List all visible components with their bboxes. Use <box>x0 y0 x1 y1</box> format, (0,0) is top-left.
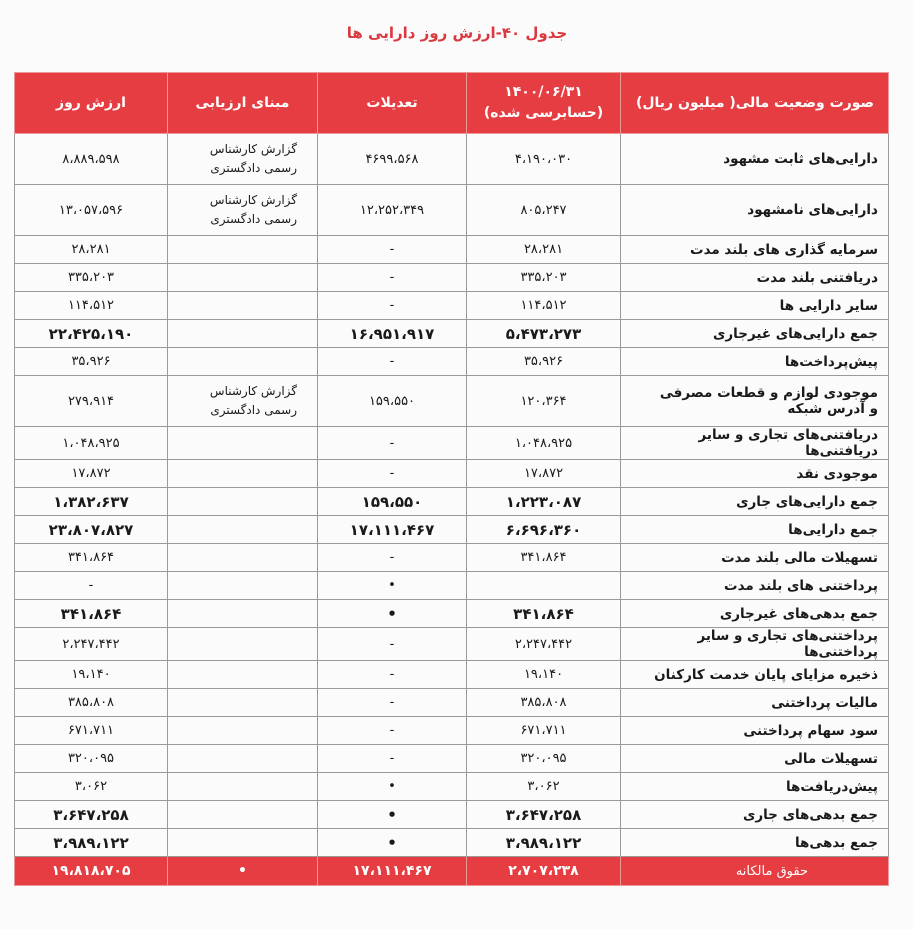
row-label: سایر دارایی ها <box>621 292 889 320</box>
row-label: جمع دارایی‌های جاری <box>621 488 889 516</box>
adjustment-cell: - <box>318 661 467 689</box>
book-value-cell: ۳،۰۶۲ <box>467 773 621 801</box>
basis-line1: گزارش کارشناس <box>209 142 297 157</box>
book-value-cell: ۳۲۰،۰۹۵ <box>467 745 621 773</box>
row-label: دریافتنی‌های تجاری و سایر دریافتنی‌ها <box>621 427 889 460</box>
fair-value-cell: - <box>15 572 168 600</box>
adjustment-cell: ۱۲،۲۵۲،۳۴۹ <box>318 185 467 236</box>
table-caption: جدول ۴۰-ارزش روز دارایی ها <box>346 24 568 42</box>
adjustment-cell: • <box>318 600 467 628</box>
basis-cell <box>168 236 318 264</box>
basis-cell <box>168 134 318 185</box>
book-value-cell: ۳۴۱،۸۶۴ <box>467 544 621 572</box>
fair-value-cell: ۲۲،۴۲۵،۱۹۰ <box>15 320 168 348</box>
fair-value-cell: ۲۸،۲۸۱ <box>15 236 168 264</box>
basis-cell <box>168 348 318 376</box>
book-value-cell: ۲،۲۴۷،۴۴۲ <box>467 628 621 661</box>
basis-cell <box>168 376 318 427</box>
table-row <box>15 185 889 236</box>
basis-line2: رسمی دادگستری <box>210 212 297 226</box>
header-item: صورت وضعیت مالی( میلیون ریال) <box>621 73 889 134</box>
equity-row <box>15 857 889 886</box>
adjustment-cell: - <box>318 717 467 745</box>
table-row <box>15 829 889 857</box>
basis-cell <box>168 829 318 857</box>
book-value-cell: ۳۴۱،۸۶۴ <box>467 600 621 628</box>
fair-value-cell: ۳۳۵،۲۰۳ <box>15 264 168 292</box>
row-label: ذخیره مزایای پایان خدمت کارکنان <box>621 661 889 689</box>
fair-value-table <box>14 72 889 886</box>
basis-cell <box>168 745 318 773</box>
book-value-cell: ۳۸۵،۸۰۸ <box>467 689 621 717</box>
table-row <box>15 134 889 185</box>
fair-value-cell: ۳۴۱،۸۶۴ <box>15 600 168 628</box>
table-row <box>15 717 889 745</box>
table-row <box>15 427 889 460</box>
adjustment-cell: • <box>318 801 467 829</box>
fair-value-cell: ۱۷،۸۷۲ <box>15 460 168 488</box>
adjustment-cell: - <box>318 427 467 460</box>
table-row <box>15 544 889 572</box>
adjustment-cell: • <box>318 572 467 600</box>
adjustment-cell: • <box>318 773 467 801</box>
header-book-value <box>467 73 621 134</box>
adjustment-cell: - <box>318 348 467 376</box>
row-label: تسهیلات مالی بلند مدت <box>621 544 889 572</box>
basis-cell <box>168 801 318 829</box>
row-label: جمع بدهی‌ها <box>621 829 889 857</box>
row-label: دارایی‌های ثابت مشهود <box>621 134 889 185</box>
basis-cell <box>168 600 318 628</box>
row-label: جمع بدهی‌های غیرجاری <box>621 600 889 628</box>
header-audited: (حسابرسی شده) <box>483 105 604 121</box>
basis-cell <box>168 264 318 292</box>
adjustment-cell: - <box>318 689 467 717</box>
table-row <box>15 773 889 801</box>
book-value-cell: ۸۰۵،۲۴۷ <box>467 185 621 236</box>
fair-value-cell: ۲،۲۴۷،۴۴۲ <box>15 628 168 661</box>
table-row <box>15 801 889 829</box>
table-row <box>15 236 889 264</box>
fair-value-cell: ۲۳،۸۰۷،۸۲۷ <box>15 516 168 544</box>
table-row <box>15 600 889 628</box>
book-value-cell: ۶۷۱،۷۱۱ <box>467 717 621 745</box>
basis-line1: گزارش کارشناس <box>209 384 297 399</box>
basis-cell <box>168 628 318 661</box>
adjustment-cell: - <box>318 544 467 572</box>
table-row <box>15 745 889 773</box>
adjustment-cell: ۱۶،۹۵۱،۹۱۷ <box>318 320 467 348</box>
row-label-line1: موجودی لوازم و قطعات مصرفی <box>659 385 878 401</box>
fair-value-cell: ۲۷۹،۹۱۴ <box>15 376 168 427</box>
header-row <box>15 73 889 134</box>
header-date: ۱۴۰۰/۰۶/۳۱ <box>504 84 583 100</box>
book-value-cell: ۱،۰۴۸،۹۲۵ <box>467 427 621 460</box>
table-row <box>15 488 889 516</box>
adjustment-cell: - <box>318 236 467 264</box>
row-label: جمع دارایی‌های غیرجاری <box>621 320 889 348</box>
fair-value-cell: ۱،۰۴۸،۹۲۵ <box>15 427 168 460</box>
fair-value-cell: ۳۵،۹۲۶ <box>15 348 168 376</box>
adjustment-cell: ۴۶۹۹،۵۶۸ <box>318 134 467 185</box>
header-adjustments: تعدیلات <box>318 73 467 134</box>
row-label: موجودی نقد <box>621 460 889 488</box>
row-label: سرمایه گذاری های بلند مدت <box>621 236 889 264</box>
fair-value-cell: ۱۹،۱۴۰ <box>15 661 168 689</box>
row-label: پیش‌دریافت‌ها <box>621 773 889 801</box>
basis-line1: گزارش کارشناس <box>209 193 297 208</box>
fair-value-cell: ۳۴۱،۸۶۴ <box>15 544 168 572</box>
fair-value-cell: ۳۲۰،۰۹۵ <box>15 745 168 773</box>
adjustment-cell: ۱۵۹،۵۵۰ <box>318 488 467 516</box>
basis-cell <box>168 773 318 801</box>
equity-label: حقوق مالکانه <box>621 857 889 886</box>
basis-cell <box>168 460 318 488</box>
header-basis: مبنای ارزیابی <box>168 73 318 134</box>
row-label: پیش‌پرداخت‌ها <box>621 348 889 376</box>
book-value-cell: ۴،۱۹۰،۰۳۰ <box>467 134 621 185</box>
row-label: دریافتنی بلند مدت <box>621 264 889 292</box>
row-label-line2: و آدرس شبکه <box>787 401 878 417</box>
book-value-cell: ۱۲۰،۳۶۴ <box>467 376 621 427</box>
header-fair-value: ارزش روز <box>15 73 168 134</box>
fair-value-cell: ۱۱۴،۵۱۲ <box>15 292 168 320</box>
book-value-cell: ۵،۴۷۳،۲۷۳ <box>467 320 621 348</box>
basis-cell <box>168 661 318 689</box>
fair-value-cell: ۱۳،۰۵۷،۵۹۶ <box>15 185 168 236</box>
row-label <box>621 376 889 427</box>
equity-book-value: ۲،۷۰۷،۲۳۸ <box>467 857 621 886</box>
fair-value-cell: ۱،۳۸۲،۶۳۷ <box>15 488 168 516</box>
basis-cell <box>168 516 318 544</box>
equity-fair-value: ۱۹،۸۱۸،۷۰۵ <box>15 857 168 886</box>
basis-cell <box>168 292 318 320</box>
book-value-cell: ۶،۶۹۶،۳۶۰ <box>467 516 621 544</box>
table-row <box>15 320 889 348</box>
adjustment-cell: - <box>318 460 467 488</box>
table-row <box>15 460 889 488</box>
book-value-cell: ۳،۹۸۹،۱۲۲ <box>467 829 621 857</box>
table-row <box>15 292 889 320</box>
adjustment-cell: ۱۵۹،۵۵۰ <box>318 376 467 427</box>
fair-value-cell: ۳،۹۸۹،۱۲۲ <box>15 829 168 857</box>
book-value-cell: ۱۱۴،۵۱۲ <box>467 292 621 320</box>
table-row <box>15 376 889 427</box>
row-label: جمع دارایی‌ها <box>621 516 889 544</box>
row-label: پرداختنی‌های تجاری و سایر پرداختنی‌ها <box>621 628 889 661</box>
basis-cell <box>168 572 318 600</box>
table-row <box>15 516 889 544</box>
basis-cell <box>168 185 318 236</box>
row-label: جمع بدهی‌های جاری <box>621 801 889 829</box>
row-label: دارایی‌های نامشهود <box>621 185 889 236</box>
book-value-cell <box>467 572 621 600</box>
adjustment-cell: - <box>318 628 467 661</box>
adjustment-cell: ۱۷،۱۱۱،۴۶۷ <box>318 516 467 544</box>
table-row <box>15 628 889 661</box>
book-value-cell: ۱۷،۸۷۲ <box>467 460 621 488</box>
adjustment-cell: - <box>318 292 467 320</box>
book-value-cell: ۳،۶۴۷،۲۵۸ <box>467 801 621 829</box>
book-value-cell: ۱،۲۲۳،۰۸۷ <box>467 488 621 516</box>
table-row <box>15 348 889 376</box>
basis-cell <box>168 544 318 572</box>
row-label: تسهیلات مالی <box>621 745 889 773</box>
fair-value-cell: ۳،۰۶۲ <box>15 773 168 801</box>
adjustment-cell: - <box>318 264 467 292</box>
table-row <box>15 689 889 717</box>
adjustment-cell: - <box>318 745 467 773</box>
book-value-cell: ۳۵،۹۲۶ <box>467 348 621 376</box>
basis-cell <box>168 320 318 348</box>
row-label: پرداختنی های بلند مدت <box>621 572 889 600</box>
book-value-cell: ۳۳۵،۲۰۳ <box>467 264 621 292</box>
basis-cell <box>168 689 318 717</box>
adjustment-cell: • <box>318 829 467 857</box>
table-row <box>15 264 889 292</box>
basis-line2: رسمی دادگستری <box>210 161 297 175</box>
equity-basis: • <box>168 857 318 886</box>
basis-cell <box>168 717 318 745</box>
fair-value-cell: ۸،۸۸۹،۵۹۸ <box>15 134 168 185</box>
fair-value-cell: ۳۸۵،۸۰۸ <box>15 689 168 717</box>
equity-adjustment: ۱۷،۱۱۱،۴۶۷ <box>318 857 467 886</box>
table-row <box>15 661 889 689</box>
row-label: مالیات پرداختنی <box>621 689 889 717</box>
book-value-cell: ۱۹،۱۴۰ <box>467 661 621 689</box>
table-row <box>15 572 889 600</box>
basis-cell <box>168 488 318 516</box>
row-label: سود سهام پرداختنی <box>621 717 889 745</box>
basis-line2: رسمی دادگستری <box>210 403 297 417</box>
fair-value-cell: ۶۷۱،۷۱۱ <box>15 717 168 745</box>
basis-cell <box>168 427 318 460</box>
fair-value-cell: ۳،۶۴۷،۲۵۸ <box>15 801 168 829</box>
book-value-cell: ۲۸،۲۸۱ <box>467 236 621 264</box>
